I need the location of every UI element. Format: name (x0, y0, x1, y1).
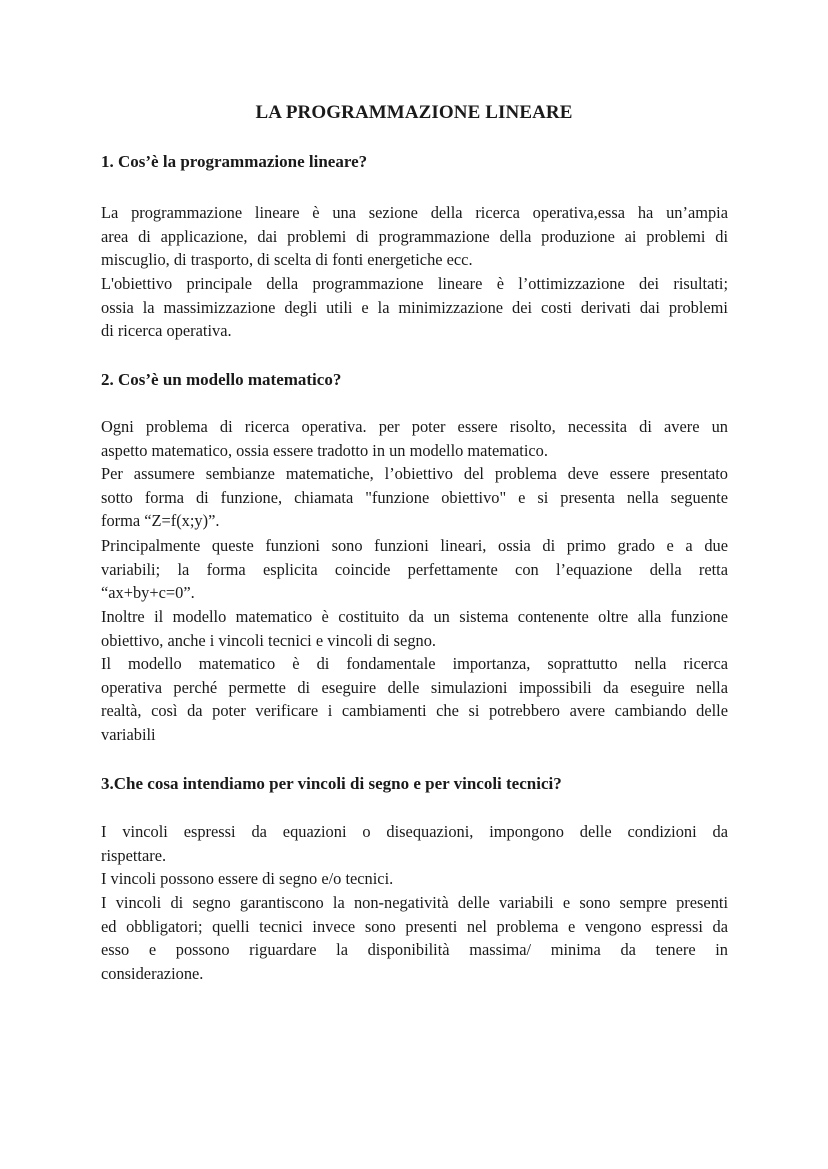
text-line: ossia la massimizzazione degli utili e la minimizzazione dei costi derivati dai problemi (101, 297, 728, 317)
section-3-heading: 3.Che cosa intendiamo per vincoli di segno e per vincoli tecnici? (101, 774, 562, 793)
text-line: operativa perché permette di eseguire delle simulazioni impossibili da eseguire nella (101, 677, 728, 697)
text-line: sotto forma di funzione, chiamata "funzione obiettivo" e si presenta nella seguente (101, 487, 728, 507)
section-2-paragraph-4 (101, 605, 728, 652)
text-line: ed obbligatori; quelli tecnici invece sono presenti nel problema e vengono espressi da (101, 916, 728, 936)
section-1-paragraph-2 (101, 272, 728, 343)
text-line: I vincoli di segno garantiscono la non-negatività delle variabili e sono sempre presenti (101, 893, 728, 912)
section-2-paragraph-1 (101, 415, 728, 462)
section-2-heading: 2. Cos’è un modello matematico? (101, 370, 342, 389)
text-line: I vincoli possono essere di segno e/o tecnici. (101, 869, 394, 888)
text-line: L'obiettivo principale della programmazione lineare è l’ottimizzazione dei risultati; (101, 274, 728, 293)
text-line: forma “Z=f(x;y)”. (101, 511, 220, 531)
text-line: variabili; la forma esplicita coincide perfettamente con l’equazione della retta (101, 559, 728, 579)
text-line: obiettivo, anche i vincoli tecnici e vincoli di segno. (101, 630, 437, 650)
text-line: rispettare. (101, 845, 167, 865)
text-line: realtà, così da poter verificare i cambiamenti che si potrebbero avere cambiando delle (101, 701, 728, 721)
text-line: area di applicazione, dai problemi di programmazione della produzione ai problemi di (101, 226, 728, 246)
text-line: considerazione. (101, 963, 204, 983)
document-title: LA PROGRAMMAZIONE LINEARE (255, 102, 573, 123)
section-2-paragraph-3 (101, 534, 728, 605)
text-line: miscuglio, di trasporto, di scelta di fonti energetiche ecc. (101, 250, 473, 270)
text-line: variabili (101, 724, 156, 744)
text-line: La programmazione lineare è una sezione della ricerca operativa,essa ha un’ampia (101, 203, 728, 222)
section-3-paragraph-2 (101, 867, 728, 891)
text-line: Per assumere sembianze matematiche, l’obiettivo del problema deve essere presentato (101, 464, 728, 483)
text-line: I vincoli espressi da equazioni o disequazioni, impongono delle condizioni da (101, 822, 728, 841)
text-line: Principalmente queste funzioni sono funzioni lineari, ossia di primo grado e a due (101, 536, 728, 555)
section-1-heading: 1. Cos’è la programmazione lineare? (101, 152, 368, 171)
text-line: di ricerca operativa. (101, 321, 232, 341)
text-line: Ogni problema di ricerca operativa. per poter essere risolto, necessita di avere un (101, 417, 728, 436)
section-1-paragraph-1 (101, 201, 728, 272)
text-line: Inoltre il modello matematico è costituito da un sistema contenente oltre alla funzione (101, 607, 728, 626)
section-3-paragraph-3 (101, 891, 728, 985)
section-2-paragraph-5 (101, 652, 728, 746)
text-line: aspetto matematico, ossia essere tradotto in un modello matematico. (101, 440, 548, 460)
text-line: Il modello matematico è di fondamentale importanza, soprattutto nella ricerca (101, 654, 728, 673)
text-line: “ax+by+c=0”. (101, 583, 195, 603)
text-line: esso e possono riguardare la disponibilità massima/ minima da tenere in (101, 940, 728, 960)
section-2-paragraph-2 (101, 462, 728, 533)
section-3-paragraph-1 (101, 820, 728, 867)
